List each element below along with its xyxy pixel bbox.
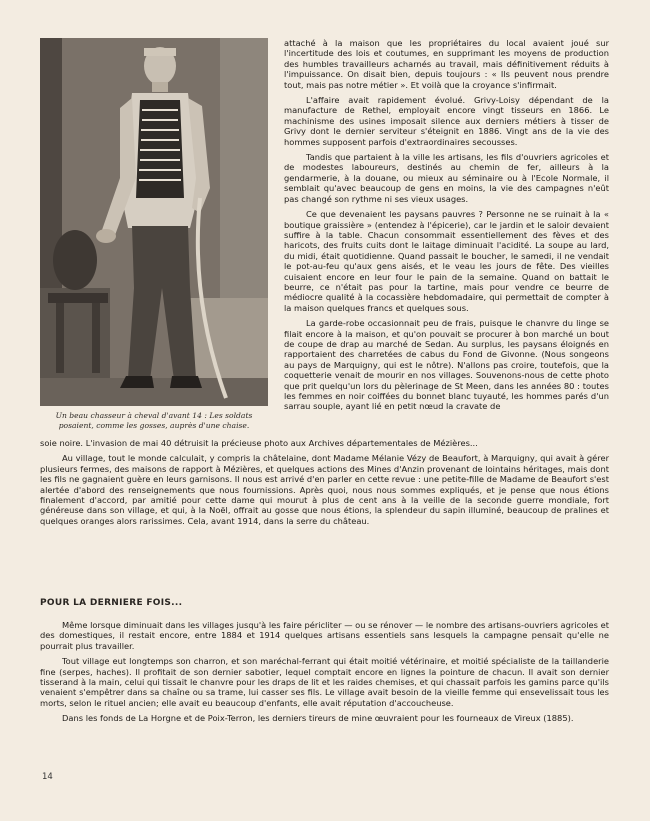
section-text [40,620,609,729]
soldier-photo [40,38,268,406]
column-paragraph: Ce que devenaient les paysans pauvres ? Personne ne se ruinait à la « boutique graissière » (entendez à l'épicerie), car le jardin et le saloir devaient suffire à la table. Chacun consommait essentiellement des fèves et des haricots, des fruits cuits dont le laitage diminuait l'acidité. La soupe au lard, du midi, était quotidienne. Quand passait le boucher, le samedi, il ne vendait le pot-au-feu qu'aux gens aisés, et le veau les jours de fête. Des vieilles cuisaient encore en leur four le pain de la semaine. Quand on battait le beurre, ce n'était pas pour la tartine, mais pour vendre ce beurre de médiocre qualité à la cocassière hebdomadaire, qui permettait de compter à la maison quelques francs et quelques sous. [284,209,609,313]
column-paragraph: attaché à la maison que les propriétaires du local avaient joué sur l'incertitude des lois et coutumes, en supprimant les moyens de production des humbles travailleurs acharnés au travail, mais définitivement réduits à l'impuissance. On disait bien, depuis toujours : « Ils peuvent nous prendre tout, mais pas notre métier ». Et voilà que la croyance s'infirmait. [284,38,609,90]
column-paragraph: La garde-robe occasionnait peu de frais, puisque le chanvre du linge se filait encore à la maison, et qu'on pouvait se procurer à bon marché un bout de coupe de drap au marché de Sedan. Au surplus, les paysans éloignés en rapportaient des charretées de cabus du Fond de Givonne. (Nous songeons au pays de Marquigny, qui est le nôtre). N'allons pas croire, toutefois, que la coquetterie venait de mourir en nos villages. Souvenons-nous de cette photo que prit quelqu'un lors du pèlerinage de St Meen, dans les années 80 : toutes les femmes en noir coiffées du bonnet blanc tuyauté, les hommes parés d'un sarrau souple, ayant lié en petit nœud la cravate de [284,318,609,412]
body-paragraph: Même lorsque diminuait dans les villages jusqu'à les faire péricliter — ou se rénover — le nombre des artisans-ouvriers agricoles et des domestiques, il restait encore, entre 1884 et 1914 quelques artisans essentiels sans lesquels la campagne pensait qu'elle ne pourrait plus travailler. [40,620,609,651]
photo-caption: Un beau chasseur à cheval d'avant 14 : Les soldats posaient, comme les gosses, auprès d'une chaise. [55,411,253,430]
body-paragraph: Au village, tout le monde calculait, y compris la châtelaine, dont Madame Mélanie Vézy de Beaufort, à Marquigny, qui avait à gérer plusieurs fermes, des maisons de rapport à Mézières, et quelques actions des Mines d'Anzin provenant de lointains héritages, mais dont les fils ne gagnaient guère en leurs garnisons. Il nous est arrivé d'en parler en cette revue : une petite-fille de Madame de Beaufort s'est alertée d'abord des renseignements que nous fournissions. Après quoi, nous nous sommes expliqués, et je pense que nous étions finalement d'accord, par amitié pour cette dame qui mourut à plus de cent ans à la veille de la seconde guerre mondiale, fort généreuse dans son village, et qui, à la Noël, offrait au gosse que nous étions, la splendeur du sapin illuminé, beaucoup de pralines et quelques oranges alors rarissimes. Cela, avant 1914, dans la serre du château. [40,453,609,526]
column-paragraph: Tandis que partaient à la ville les artisans, les fils d'ouvriers agricoles et de modestes laboureurs, destinés au chemin de fer, ailleurs à la gendarmerie, à la douane, ou mieux au séminaire ou à l'Ecole Normale, il semblait qu'avec beaucoup de gens en moins, la vie des campagnes n'eût pas changé son rythme ni ses vieux usages. [284,152,609,204]
page-number: 14 [42,772,53,782]
section-heading: POUR LA DERNIERE FOIS... [40,598,183,608]
body-paragraph: Dans les fonds de La Horgne et de Poix-Terron, les derniers tireurs de mine œuvraient pour les fourneaux de Vireux (1885). [62,713,574,724]
continuation-line: soie noire. L'invasion de mai 40 détruisit la précieuse photo aux Archives départementales de Mézières... [40,438,478,448]
soldier-photo-image [40,38,268,406]
body-paragraph: Tout village eut longtemps son charron, et son maréchal-ferrant qui était moitié vétérinaire, et moitié spécialiste de la taillanderie fine (serpes, haches). Il profitait de son dernier sabotier, lequel comptait encore en lignes la pointure de chacun. Il avait son dernier tisserand à la main, celui qui tissait le chanvre pour les draps de lit et les raides chemises, et qui chassait parfois les gamins parce qu'ils venaient s'empêtrer dans sa chaîne ou sa trame, lui casser ses fils. Le village avait besoin de la vieille femme qui ensevelissait tous les morts, selon le rituel ancien; elle avait eu beaucoup d'enfants, elle avait réputation d'accoucheuse. [40,656,609,708]
right-column [284,38,609,417]
column-paragraph: L'affaire avait rapidement évolué. Grivy-Loisy dépendant de la manufacture de Rethel, employait encore vingt tisseurs en 1866. Le machinisme des usines imposait silence aux derniers métiers à tisser de Grivy dont le dernier serviteur s'éteignit en 1886. Vingt ans de la vie des hommes supposent parfois d'extraordinaires secousses. [284,95,609,147]
continuation-text [40,438,609,531]
